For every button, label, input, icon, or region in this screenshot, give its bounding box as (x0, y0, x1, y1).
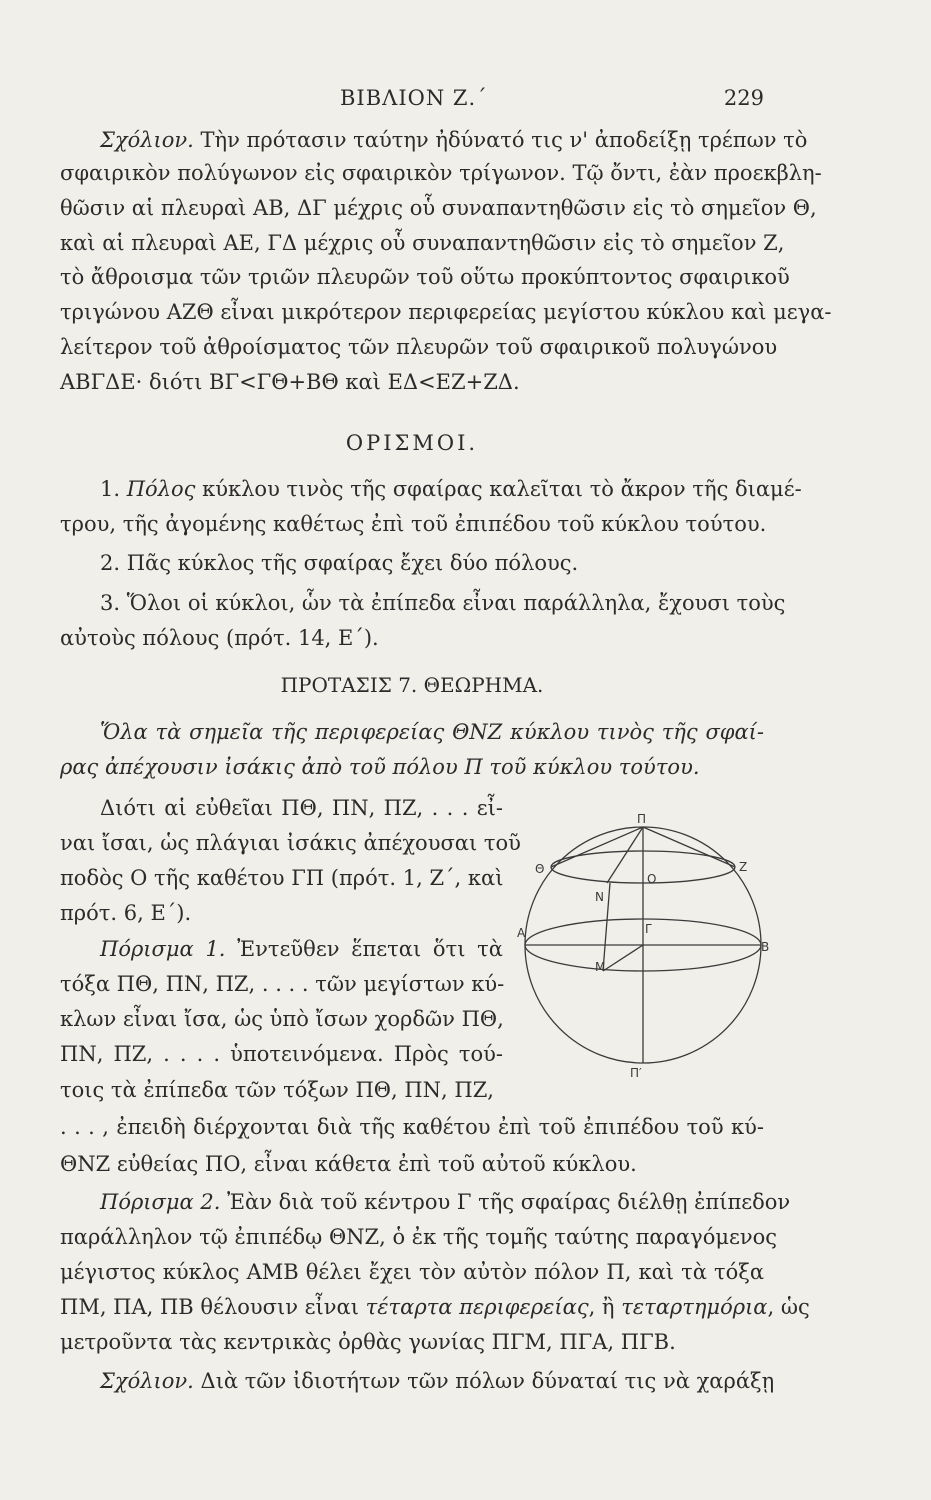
text-line: σφαιρικὸν πολύγωνον εἰς σφαιρικὸν τρίγωνον. Τῷ ὄντι, ἐὰν προεκβλη- (60, 161, 822, 185)
text-line: μέγιστος κύκλος ΑΜΒ θέλει ἔχει τὸν αὐτὸν πόλον Π, καὶ τὰ τόξα (60, 1260, 764, 1284)
corollary-label: Πόρισμα 2. (100, 1190, 221, 1214)
radius-line (603, 945, 643, 971)
text-line (100, 1188, 791, 1216)
text-span: Τὴν πρότασιν ταύτην ἠδύνατό τις ν' ἀποδείξῃ τρέπων τὸ (200, 128, 808, 152)
label-z: Ζ (739, 860, 748, 874)
text-line (60, 126, 808, 154)
text-span: Ἐὰν διὰ τοῦ κέντρου Γ τῆς σφαίρας διέλθῃ ἐπίπεδον (227, 1190, 791, 1214)
text-line: τρου, τῆς ἀγομένης καθέτως ἐπὶ τοῦ ἐπιπέδου τοῦ κύκλου τούτου. (60, 512, 767, 536)
text-line (60, 1293, 810, 1321)
text-span: κύκλου τινὸς τῆς σφαίρας καλεῖται τὸ ἄκρον τῆς διαμέ- (202, 477, 802, 501)
chord-line (643, 827, 735, 867)
running-title: ΒΙΒΛΙΟΝ Ζ.΄ (340, 86, 488, 110)
text-line: ποδὸς Ο τῆς καθέτου ΓΠ (πρότ. 1, Ζ΄, καὶ (60, 866, 504, 890)
text-line: τοις τὰ ἐπίπεδα τῶν τόξων ΠΘ, ΠΝ, ΠΖ, (60, 1078, 494, 1102)
defined-term: Πόλος (126, 477, 196, 501)
corollary-label: Πόρισμα 1. (100, 937, 226, 961)
label-b: Β (761, 940, 770, 954)
page-number: 229 (723, 86, 764, 110)
text-line: ναι ἴσαι, ὡς πλάγιαι ἰσάκις ἀπέχουσαι τοῦ (60, 831, 521, 855)
scholion-label: Σχόλιον. (100, 128, 194, 152)
text-line: . . . , ἐπειδὴ διέρχονται διὰ τῆς καθέτου ἐπὶ τοῦ ἐπιπέδου τοῦ κύ- (60, 1115, 764, 1139)
label-m: Μ (595, 960, 606, 974)
proposition-heading: ΠΡΟΤΑΣΙΣ 7. ΘΕΩΡΗΜΑ. (280, 673, 544, 697)
text-line: κλων εἶναι ἴσα, ὡς ὑπὸ ἴσων χορδῶν ΠΘ, (60, 1007, 504, 1031)
text-line: ΠΝ, ΠΖ, . . . . ὑποτεινόμενα. Πρὸς τού- (60, 1042, 503, 1066)
text-line: καὶ αἱ πλευραὶ ΑΕ, ΓΔ μέχρις οὗ συναπαντηθῶσιν εἰς τὸ σημεῖον Ζ, (60, 231, 785, 255)
text-line (100, 1367, 775, 1395)
text-span: Ἐντεῦθεν ἕπεται ὅτι τὰ (237, 937, 503, 961)
theorem-statement: ρας ἀπέχουσιν ἰσάκις ἀπὸ τοῦ πόλου Π τοῦ κύκλου τούτου. (60, 755, 700, 779)
text-line: λείτερον τοῦ ἀθροίσματος τῶν πλευρῶν τοῦ σφαιρικοῦ πολυγώνου (60, 335, 778, 359)
label-pole-prime: Π′ (630, 1066, 642, 1080)
label-g: Γ (645, 922, 652, 936)
text-line: θῶσιν αἱ πλευραὶ ΑΒ, ΔΓ μέχρις οὗ συναπαντηθῶσιν εἰς τὸ σημεῖον Θ, (60, 196, 817, 220)
text-span: ΠΜ, ΠΑ, ΠΒ θέλουσιν εἶναι (60, 1295, 359, 1319)
theorem-statement: Ὅλα τὰ σημεῖα τῆς περιφερείας ΘΝΖ κύκλου τινὸς τῆς σφαί- (100, 720, 764, 744)
text-span: Διὰ τῶν ἰδιοτήτων τῶν πόλων δύναταί τις νὰ χαράξῃ (200, 1369, 775, 1393)
arc-line (603, 883, 610, 971)
definition-number: 1. (100, 477, 121, 501)
text-span: τέταρτα περιφερείας (365, 1295, 589, 1319)
text-line: μετροῦντα τὰς κεντρικὰς ὀρθὰς γωνίας ΠΓΜ, ΠΓΑ, ΠΓΒ. (60, 1330, 676, 1354)
label-o: Ο (647, 872, 657, 886)
section-heading: ΟΡΙΣΜΟΙ. (345, 431, 479, 455)
text-line: ΘΝΖ εὐθείας ΠΟ, εἶναι κάθετα ἐπὶ τοῦ αὐτοῦ κύκλου. (60, 1152, 637, 1176)
chord-line (551, 827, 643, 867)
text-line: παράλληλον τῷ ἐπιπέδῳ ΘΝΖ, ὁ ἐκ τῆς τομῆς ταύτης παραγόμενος (60, 1225, 778, 1249)
text-line: τὸ ἄθροισμα τῶν τριῶν πλευρῶν τοῦ οὕτω προκύπτοντος σφαιρικοῦ (60, 265, 790, 289)
running-header (60, 86, 764, 116)
label-pole: Π (637, 812, 647, 826)
sphere-diagram (515, 805, 775, 1080)
label-a: Α (517, 926, 526, 940)
text-span: τεταρτημόρια (621, 1295, 768, 1319)
text-line: αὐτοὺς πόλους (πρότ. 14, Ε΄). (60, 626, 379, 650)
text-line: τόξα ΠΘ, ΠΝ, ΠΖ, . . . . τῶν μεγίστων κύ- (60, 972, 505, 996)
text-span: , ὡς (767, 1295, 810, 1319)
text-line: 3. Ὅλοι οἱ κύκλοι, ὧν τὰ ἐπίπεδα εἶναι παράλληλα, ἔχουσι τοὺς (100, 591, 786, 615)
text-span: , ἢ (588, 1295, 615, 1319)
text-line: ΑΒΓΔΕ· διότι ΒΓ<ΓΘ+ΒΘ καὶ ΕΔ<ΕΖ+ΖΔ. (60, 370, 520, 394)
text-line (100, 935, 503, 963)
label-n: Ν (595, 890, 604, 904)
text-line: πρότ. 6, Ε΄). (60, 901, 192, 925)
text-line: 2. Πᾶς κύκλος τῆς σφαίρας ἔχει δύο πόλους. (100, 551, 579, 575)
text-line (100, 475, 802, 503)
label-theta: Θ (535, 862, 545, 876)
text-line: τριγώνου ΑΖΘ εἶναι μικρότερον περιφερείας μεγίστου κύκλου καὶ μεγα- (60, 300, 832, 324)
text-line: Διότι αἱ εὐθεῖαι ΠΘ, ΠΝ, ΠΖ, . . . εἶ- (100, 796, 503, 820)
scholion-label: Σχόλιον. (100, 1369, 194, 1393)
